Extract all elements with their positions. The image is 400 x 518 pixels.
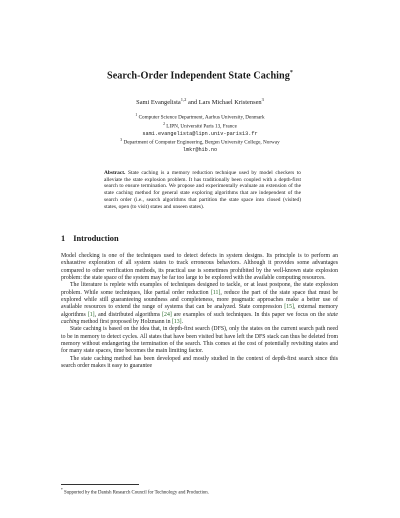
author-2-affiliation-mark: 3 xyxy=(261,97,264,102)
citation-link[interactable]: [1] xyxy=(87,311,95,318)
abstract-text: State caching is a memory reduction technique used by model checkers to alleviate the state explosion problem. It has traditionally been coupled with a depth-first search to ensure termination. We propose and experimentally evaluate an extension of the state caching method for general state exploring algorithms that are independent of the search order (i.e., search algorithms that partition the state space into closed (visited) states, open (to visit) states and unseen states). xyxy=(104,170,302,210)
paragraph-2-text: , reduce the part of the state space that must be explored while still guaranteeing soundness and completeness, more pragmatic approaches make a better use of available resources to extend the range of systems that can be analyzed. State compression xyxy=(61,289,338,311)
citation-link[interactable]: [24] xyxy=(162,311,172,318)
title-text: Search-Order Independent State Caching xyxy=(107,70,290,82)
author-line xyxy=(40,97,360,106)
body-text xyxy=(61,253,338,371)
affiliation-1-mark: 1 xyxy=(135,113,138,117)
author-1-name: Sami Evangelista xyxy=(136,99,181,107)
affiliation-2-text: LIPN, Université Paris 13, France xyxy=(166,124,237,131)
section-title: Introduction xyxy=(73,234,119,243)
paper-title xyxy=(40,70,360,81)
affiliations xyxy=(60,112,340,153)
affiliation-2 xyxy=(60,121,340,130)
paragraph-2-text: are examples of such techniques. In this paper we focus on the xyxy=(171,311,328,318)
author-2-email[interactable]: lmkr@hib.no xyxy=(182,146,218,153)
affiliation-3-mark: 3 xyxy=(120,138,123,143)
section-heading xyxy=(61,234,119,243)
emphasis-term: state caching xyxy=(61,311,338,325)
affiliation-2-mark: 2 xyxy=(163,122,165,127)
footnote-text: Supported by the Danish Research Council for Technology and Production. xyxy=(64,490,209,496)
section-number: 1 xyxy=(61,234,66,243)
paragraph-2 xyxy=(61,282,338,326)
affiliation-1 xyxy=(60,112,340,121)
paragraph-2-text: The literature is replete with examples of techniques designed to tackle, or at least postpone, the state explosion problem. While some techniques, like partial order reduction xyxy=(61,282,338,296)
paragraph-2-text: . xyxy=(181,318,184,325)
footnote xyxy=(61,487,338,497)
paragraph-2-text: , external memory algorithms xyxy=(61,304,338,318)
author-connector: and xyxy=(187,99,198,107)
author-1-affiliation-mark: 1,2 xyxy=(180,97,187,102)
paragraph-3: State caching is based on the idea that, in depth-first search (DFS), only the states on the current search path need to be in memory to detect cycles. All states that have been visited but have left the DFS stack can thus be deleted from memory without endangering the termination of the search. This comes at the cost of potentially revisiting states and for many state spaces, time becomes the main limiting factor. xyxy=(61,326,338,355)
affiliation-3-text: Department of Computer Engineering, Bergen University College, Norway xyxy=(123,139,280,146)
paragraph-2-text: , and distributed algorithms xyxy=(94,311,163,318)
abstract xyxy=(104,170,301,210)
author-1-email[interactable]: sami.evangelista@lipn.univ-paris13.fr xyxy=(142,130,258,137)
affiliation-1-text: Computer Science Department, Aarhus University, Denmark xyxy=(138,114,265,121)
citation-link[interactable]: [11] xyxy=(210,289,221,296)
title-footnote-mark: * xyxy=(289,70,293,76)
paragraph-2-text: method first proposed by Holzmann in xyxy=(79,318,172,325)
citation-link[interactable]: [13] xyxy=(171,318,182,325)
abstract-label: Abstract. xyxy=(104,170,126,176)
footnote-rule xyxy=(61,484,139,485)
affiliation-3 xyxy=(60,137,340,146)
citation-link[interactable]: [15] xyxy=(284,304,294,311)
author-2-name: Lars Michael Kristensen xyxy=(198,99,262,107)
paragraph-4: The state caching method has been developed and mostly studied in the context of depth-first search since this search order makes it easy to guarantee xyxy=(61,355,338,370)
paragraph-1: Model checking is one of the techniques used to detect defects in system designs. Its principle is to perform an exhaustive exploration of all system states to track erroneous behaviors. Although it provides some advantages compared to other verification methods, its practical use is sometimes prohibited by the well-known state explosion problem: the state space of the system may be far too large to be explored with the available computing resources. xyxy=(61,253,338,281)
footnote-mark: * xyxy=(61,488,63,492)
